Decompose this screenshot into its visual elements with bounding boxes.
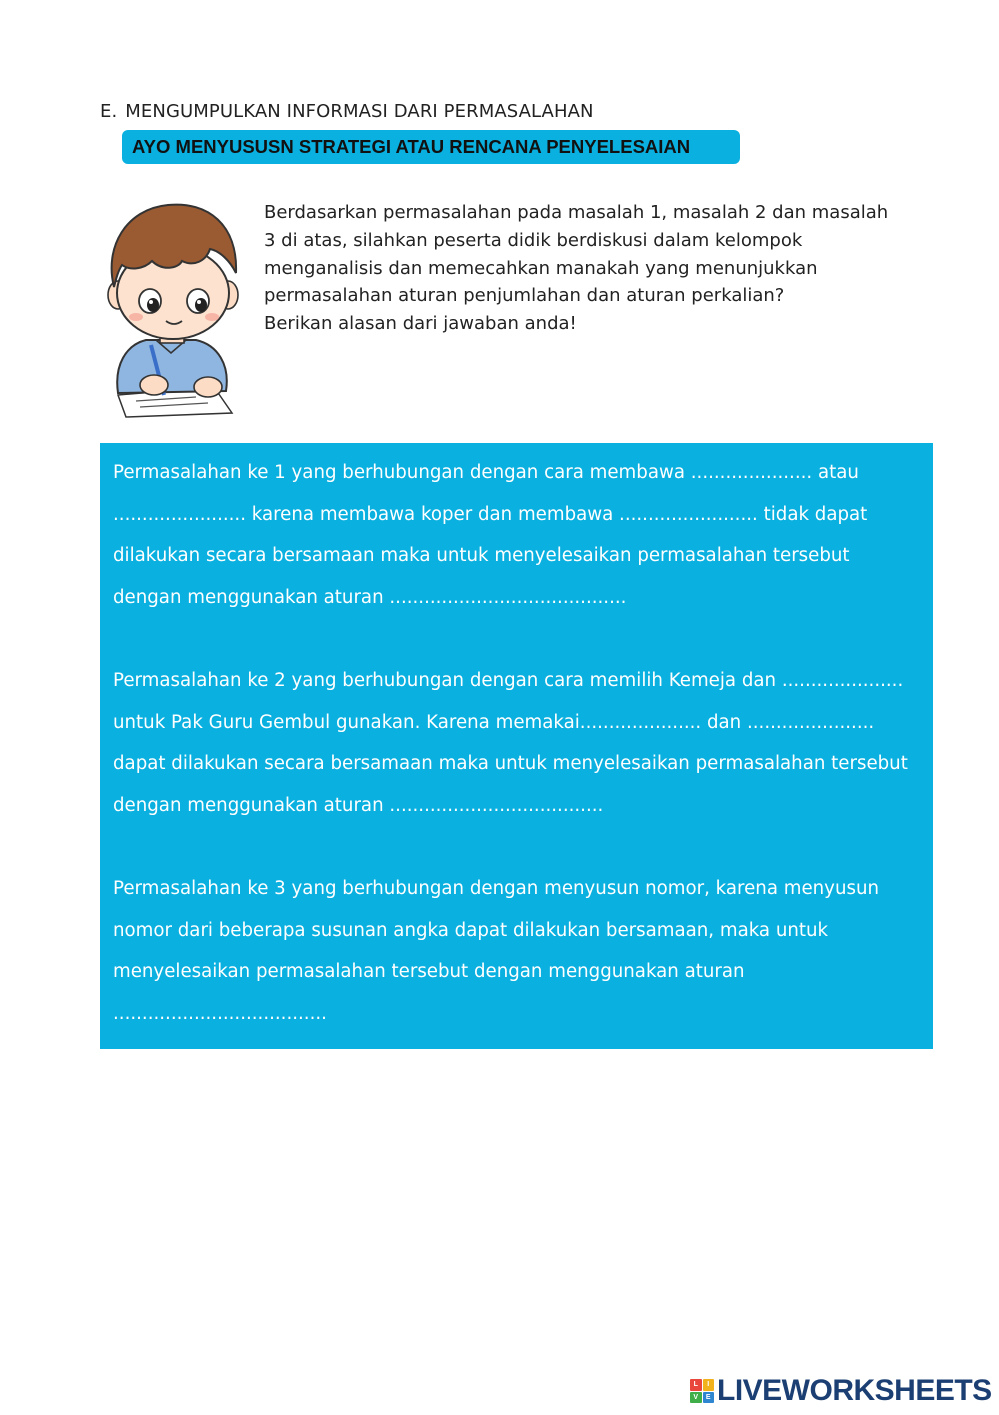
section-letter: E. xyxy=(100,101,118,122)
section-title: MENGUMPULKAN INFORMASI DARI PERMASALAHAN xyxy=(125,101,594,122)
answer-box xyxy=(100,443,933,1049)
instruction-prompt: Berikan alasan dari jawaban anda! xyxy=(264,313,577,335)
answer-problem-3: Permasalahan ke 3 yang berhubungan dengan menyusun nomor, karena menyusun nomor dari beberapa susunan angka dapat dilakukan bersamaan, maka untuk menyelesaikan permasalahan tersebut dengan menggunakan aturan ..................................... xyxy=(113,877,880,1024)
answer-problem-1: Permasalahan ke 1 yang berhubungan dengan cara membawa ..................... atau ....................... karena membawa koper dan membawa ........................ tidak dapat dilakukan secara bersamaan maka untuk menyelesaikan permasalahan tersebut dengan menggunakan aturan ......................................... xyxy=(113,462,868,608)
watermark-text: LIVEWORKSHEETS xyxy=(717,1374,992,1407)
student-writing-illustration xyxy=(96,195,246,420)
section-heading xyxy=(100,101,594,122)
answer-problem-2: Permasalahan ke 2 yang berhubungan dengan cara memilih Kemeja dan ..................... untuk Pak Guru Gembul gunakan. Karena memakai..................... dan ...................... dapat dilakukan secara bersamaan maka untuk menyelesaikan permasalahan tersebut dengan menggunakan aturan ..................................... xyxy=(113,669,908,816)
liveworksheets-logo-icon: L I V E xyxy=(690,1379,714,1403)
instruction-paragraph: Berdasarkan permasalahan pada masalah 1, masalah 2 dan masalah 3 di atas, silahkan peserta didik berdiskusi dalam kelompok menganalisis dan memecahkan manakah yang menunjukkan permasalahan aturan penjumlahan dan aturan perkalian? xyxy=(264,202,889,307)
instruction-text xyxy=(264,199,904,338)
liveworksheets-watermark xyxy=(690,1376,992,1406)
strategy-banner: AYO MENYUSUSN STRATEGI ATAU RENCANA PENYELESAIAN xyxy=(122,130,740,164)
